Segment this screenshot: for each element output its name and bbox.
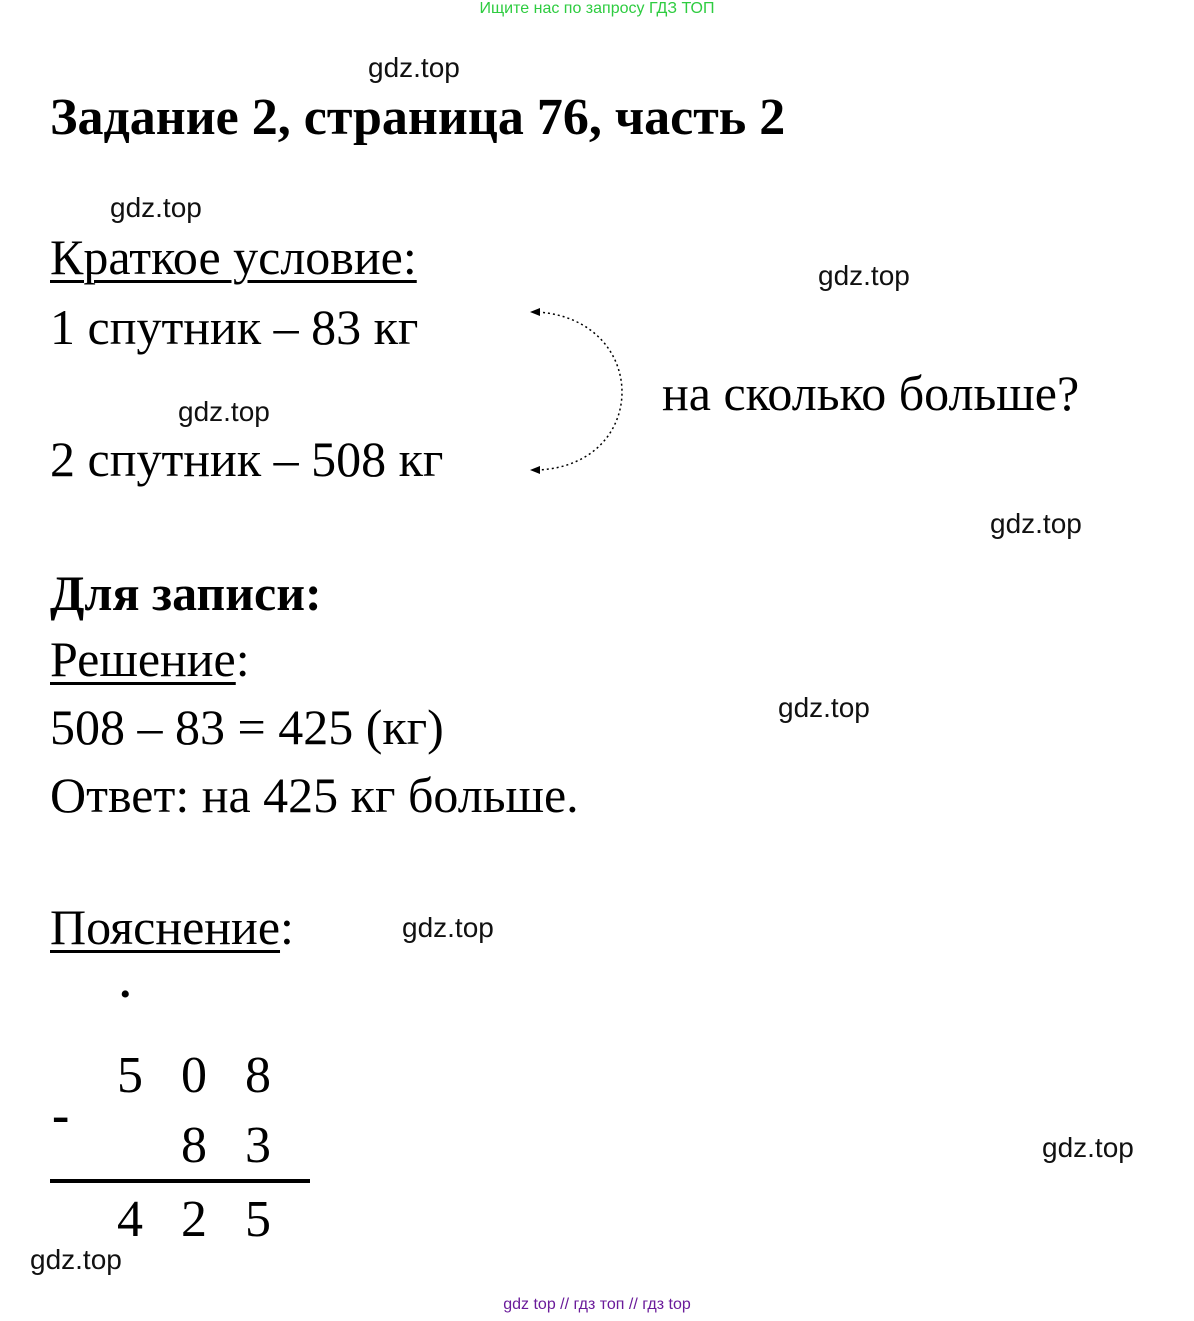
page-title: Задание 2, страница 76, часть 2 [50, 89, 786, 146]
condition-line-1: 1 спутник – 83 кг [50, 299, 419, 355]
watermark: gdz.top [1042, 1132, 1134, 1163]
result-digit: 4 [117, 1191, 143, 1248]
watermark: gdz.top [778, 692, 870, 723]
row1-digit: 8 [245, 1047, 271, 1104]
solution-label: Решение [50, 631, 236, 687]
solution-colon: : [235, 631, 250, 687]
row2-digit: 8 [181, 1117, 207, 1174]
row2-digit: 3 [245, 1117, 271, 1174]
minus-sign: - [52, 1087, 70, 1144]
watermark: gdz.top [402, 912, 494, 943]
watermark: gdz.top [368, 52, 460, 83]
watermark: gdz.top [30, 1244, 122, 1275]
row1-digit: 5 [117, 1047, 143, 1104]
arrow-head-icon [530, 466, 540, 474]
footer-link[interactable]: gdz top [503, 1296, 556, 1313]
result-line [50, 1179, 310, 1183]
record-heading: Для записи: [50, 565, 322, 621]
top-banner: Ищите нас по запросу ГДЗ ТОП [479, 0, 715, 17]
condition-heading: Краткое условие: [50, 229, 417, 285]
answer-line: Ответ: на 425 кг больше. [50, 767, 579, 823]
condition-question: на сколько больше? [662, 365, 1080, 421]
result-digit: 2 [181, 1191, 207, 1248]
watermark: gdz.top [818, 260, 910, 291]
result-digit: 5 [245, 1191, 271, 1248]
footer-separator: // [560, 1296, 570, 1313]
footer [0, 1296, 1194, 1314]
watermark: gdz.top [110, 192, 202, 223]
condition-line-2: 2 спутник – 508 кг [50, 431, 444, 487]
explanation-label: Пояснение [50, 899, 281, 955]
explanation-heading [50, 898, 294, 956]
explanation-colon: : [280, 899, 294, 955]
borrow-dot: • [120, 978, 131, 1011]
footer-link[interactable]: гдз top [642, 1296, 691, 1313]
solution-equation: 508 – 83 = 425 (кг) [50, 699, 444, 755]
solution-heading [50, 630, 250, 688]
arrow-head-icon [530, 308, 540, 316]
footer-link[interactable]: гдз топ [573, 1296, 625, 1313]
comparison-arc [520, 300, 640, 485]
watermark: gdz.top [178, 396, 270, 427]
watermark: gdz.top [990, 508, 1082, 539]
row1-digit: 0 [181, 1047, 207, 1104]
footer-separator: // [628, 1296, 638, 1313]
